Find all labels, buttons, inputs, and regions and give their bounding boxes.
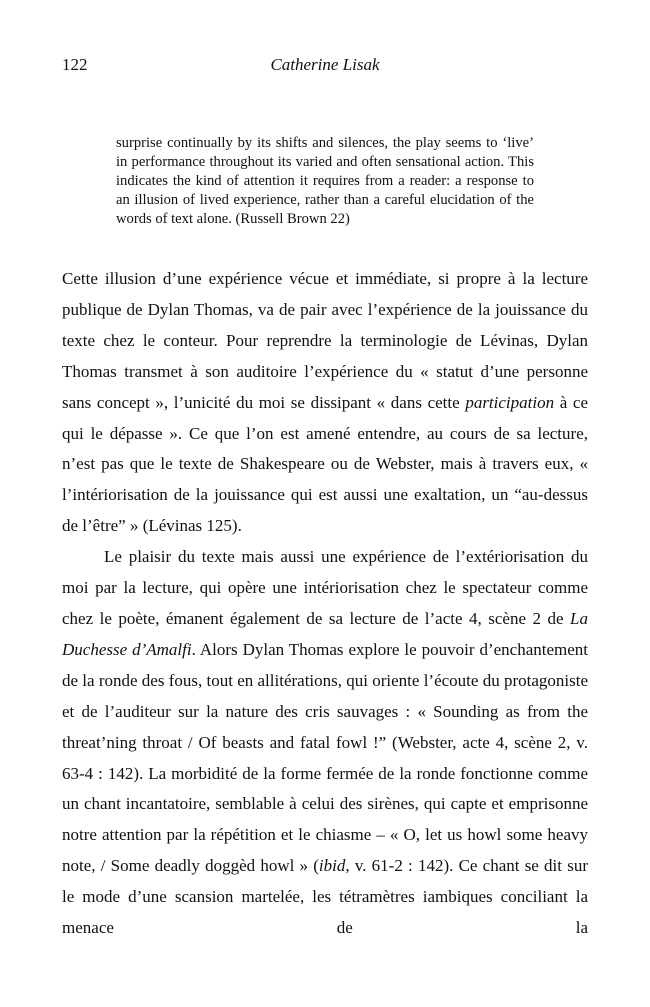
paragraph-1-italic: participation [465,392,555,412]
paragraph-1-text-a: Cette illusion d’une expérience vécue et immédiate, si propre à la lecture publique de Dylan Thomas, va de pair avec l’expérience de la jouissance du texte chez le conteur. Pour reprendre la terminologie de Lévinas, Dylan Thomas transmet à son auditoire l’expérience du « statut d’une personne sans concept », l’unicité du moi se dissipant « dans cette [62,269,588,412]
paragraph-2 [62,542,588,944]
paragraph-1 [62,264,588,542]
paragraph-2-italic-title: La Duchesse d’Amalfi [62,608,588,659]
paragraph-2-text-b: . Alors Dylan Thomas explore le pouvoir d’enchantement de la ronde des fous, tout en allitérations, qui oriente l’écoute du protagoniste et de l’auditeur sur la nature des cris sauvages : « Sounding as from the threat’ning throat / Of beasts and fatal fowl !” (Webster, acte 4, scène 2, v. 63-4 : 142). La morbidité de la forme fermée de la ronde fonctionne comme un chant incantatoire, semblable à celui des sirènes, qui capte et emprisonne notre attention par la répétition et le chiasme – « O, let us howl some heavy note, / Some deadly doggèd howl » ( [62,639,589,876]
page-header [62,54,588,76]
paragraph-1-text-b: à ce qui le dépasse ». Ce que l’on est amené entendre, au cours de sa lecture, n’est pas que le texte de Shakespeare ou de Webster, mais à travers eux, « l’intériorisation de la jouissance qui est aussi une exaltation, un “au-dessus de l’être” » (Lévinas 125). [62,392,588,536]
paragraph-2-italic-ibid: ibid [318,856,346,876]
body-text [62,264,588,944]
paragraph-2-text-c: , v. 61-2 : 142). Ce chant se dit sur le mode d’une scansion martelée, les tétramètres iambiques conciliant la menace de la [62,856,588,938]
page-number: 122 [62,55,88,74]
paragraph-2-text-a: Le plaisir du texte mais aussi une expérience de l’extériorisation du moi par la lecture, qui opère une intériorisation chez le spectateur comme chez le poète, émanent également de sa lecture de l’acte 4, scène 2 de [62,547,588,628]
running-head-author: Catherine Lisak [270,55,380,74]
block-quote: surprise continually by its shifts and silences, the play seems to ‘live’ in performance throughout its varied and often sensational action. This indicates the kind of attention it requires from a reader: a response to an illusion of lived experience, rather than a careful elucidation of the words of text alone. (Russell Brown 22) [116,135,534,228]
